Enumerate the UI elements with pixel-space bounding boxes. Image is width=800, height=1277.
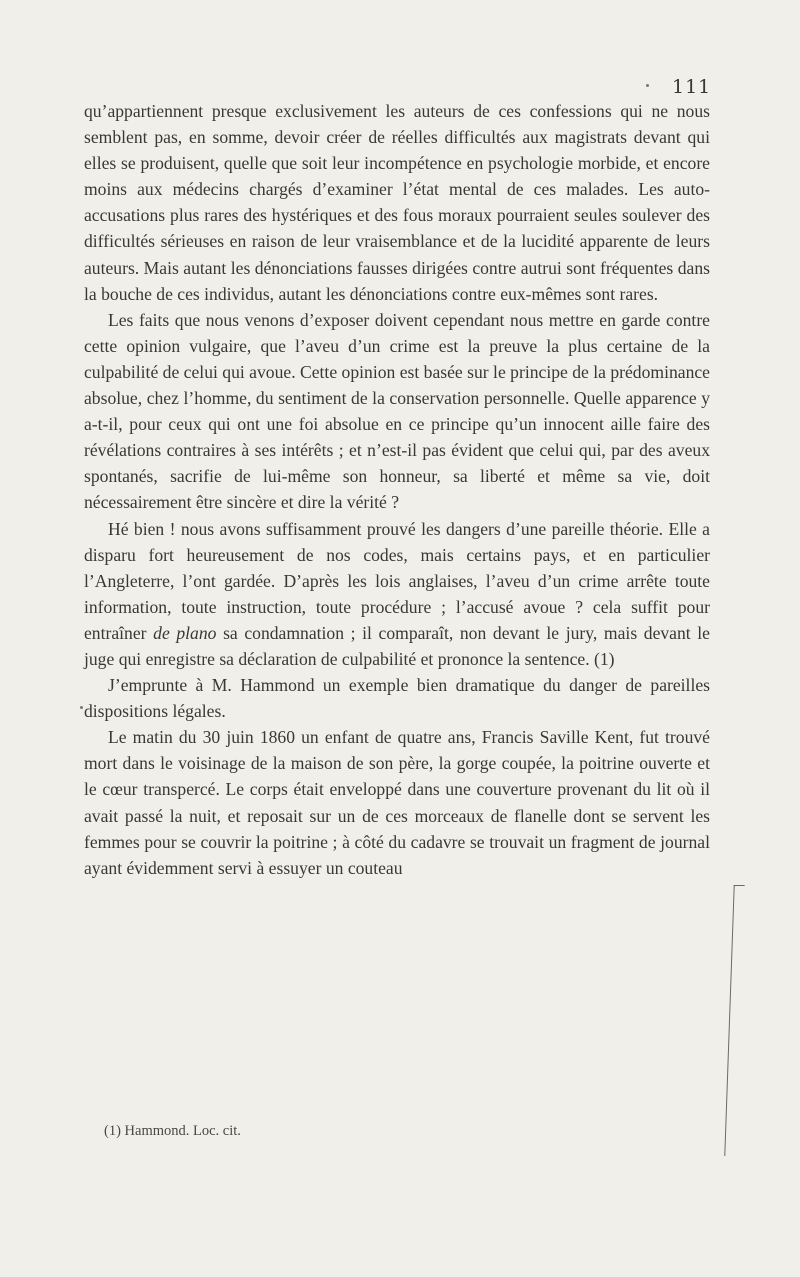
paragraph-5: Le matin du 30 juin 1860 un enfant de quatre ans, Francis Saville Kent, fut trouvé mort dans le voisinage de la maison de son père, la gorge coupée, la poitrine ouverte et le cœur transpercé. Le corps était enveloppé dans une couverture provenant du lit où il avait passé la nuit, et reposait sur un de ces morceaux de flanelle dont se servent les femmes pour se couvrir la poitrine ; à côté du cadavre se trouvait un fragment de journal ayant évidemment servi à essuyer un couteau (84, 727, 710, 878)
paragraph-4: J’emprunte à M. Hammond un exemple bien dramatique du danger de pareilles dispositions légales. (84, 675, 710, 722)
paragraph-3-end: sa condamnation ; il comparaît, non devant le jury, mais devant le juge qui enregistre sa déclaration de culpabilité et prononce la sentence. (1) (84, 622, 710, 669)
paragraph-3 (84, 516, 710, 673)
body-text (84, 98, 710, 881)
latin-phrase: de plano (153, 622, 217, 643)
paragraph-2: Les faits que nous venons d’exposer doivent cependant nous mettre en garde contre cette opinion vulgaire, que l’aveu d’un crime est la preuve la plus certaine de la culpabilité de celui qui avoue. Cette opinion est basée sur le principe de la prédominance absolue, chez l’homme, du sentiment de la conservation personnelle. Quelle apparence y a-t-il, pour ceux qui ont une foi absolue en ce principe qu’un innocent aille faire des révélations contraires à ses intérêts ; et n’est-il pas évident que celui qui, par des aveux spontanés, sacrifie de lui-même son honneur, sa liberté et même sa vie, doit nécessairement être sincère et dire la vérité ? (84, 309, 710, 513)
paragraph-1: qu’appartiennent presque exclusivement les auteurs de ces confessions qui ne nous semblent pas, en somme, devoir créer de réelles difficultés aux magistrats devant qui elles se produisent, quelle que soit leur incompétence en psychologie morbide, et encore moins aux médecins chargés d’examiner l’état mental de ces malades. Les auto-accusations plus rares des hystériques et des fous moraux pourraient seules soulever des difficultés sérieuses en raison de leur vraisemblance et de la lucidité apparente de leurs auteurs. Mais autant les dénonciations fausses dirigées contre autrui sont fréquentes dans la bouche de ces individus, autant les dénonciations contre eux-mêmes sont rares. (84, 101, 710, 304)
page-number: 111 (672, 76, 712, 98)
print-speck (646, 84, 649, 87)
paragraph-3-start: Hé bien ! nous avons suffisamment prouvé les dangers d’une pareille théorie. Elle a disparu fort heureusement de nos codes, mais certains pays, et en particulier l’Angleterre, l’ont gardée. D’après les lois anglaises, l’aveu d’un crime arrête toute information, toute instruction, toute procédure ; l’accusé avoue ? cela suffit pour entraîner (84, 518, 710, 643)
print-speck (80, 706, 83, 709)
page-edge-mark (724, 885, 744, 1156)
footnote: (1) Hammond. Loc. cit. (104, 1123, 241, 1139)
